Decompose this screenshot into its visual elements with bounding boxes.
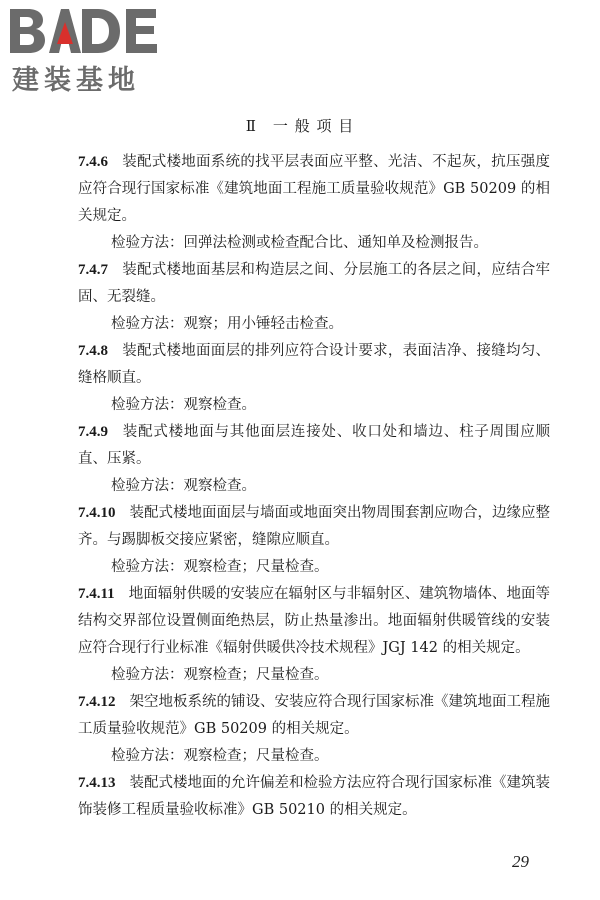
clause-7-4-10 [78, 500, 550, 554]
clause-7-4-11 [78, 581, 550, 662]
clause-7-4-12 [78, 689, 550, 743]
clause-number: 7.4.6 [78, 154, 108, 170]
clause-7-4-8 [78, 338, 550, 392]
inspection-method: 检验方法：观察；用小锤轻击检查。 [111, 316, 343, 332]
clause-7-4-6 [78, 149, 550, 230]
clause-7-4-13 [78, 770, 550, 824]
inspection-method: 检验方法：观察检查；尺量检查。 [111, 559, 329, 575]
page-number: 29 [512, 852, 529, 871]
clause-7-4-9 [78, 419, 550, 473]
inspection-method: 检验方法：观察检查。 [111, 397, 256, 413]
clause-text: 架空地板系统的铺设、安装应符合现行国家标准《建筑地面工程施工质量验收规范》GB 50209 的相关规定。 [78, 694, 550, 737]
clause-text: 装配式楼地面的允许偏差和检验方法应符合现行国家标准《建筑装饰装修工程质量验收标准》GB 50210 的相关规定。 [78, 775, 550, 818]
clause-text: 装配式楼地面面层的排列应符合设计要求，表面洁净、接缝均匀、缝格顺直。 [78, 343, 550, 386]
clause-number: 7.4.13 [78, 775, 116, 791]
clause-text: 装配式楼地面面层与墙面或地面突出物周围套割应吻合，边缘应整齐。与踢脚板交接应紧密，缝隙应顺直。 [78, 505, 550, 548]
inspection-method: 检验方法：观察检查；尺量检查。 [111, 667, 329, 683]
clause-7-4-7 [78, 257, 550, 311]
inspection-method: 检验方法：回弹法检测或检查配合比、通知单及检测报告。 [111, 235, 488, 251]
inspection-method: 检验方法：观察检查；尺量检查。 [111, 748, 329, 764]
clause-text: 地面辐射供暖的安装应在辐射区与非辐射区、建筑物墙体、地面等结构交界部位设置侧面绝热层，防止热量渗出。地面辐射供暖管线的安装应符合现行行业标准《辐射供暖供冷技术规程》JGJ 142 的相关规定。 [78, 586, 550, 656]
clause-number: 7.4.8 [78, 343, 108, 359]
clause-number: 7.4.10 [78, 505, 116, 521]
clause-number: 7.4.12 [78, 694, 116, 710]
brand-logo [8, 6, 178, 97]
clause-list [78, 149, 550, 824]
clause-number: 7.4.11 [78, 586, 115, 602]
logo-subtitle: 建装基地 [12, 65, 140, 96]
section-heading: Ⅱ 一 般 项 目 [245, 117, 355, 135]
inspection-method: 检验方法：观察检查。 [111, 478, 256, 494]
clause-number: 7.4.9 [78, 424, 108, 440]
bade-logo-mark [8, 6, 176, 56]
clause-text: 装配式楼地面与其他面层连接处、收口处和墙边、柱子周围应顺直、压紧。 [78, 424, 550, 467]
clause-number: 7.4.7 [78, 262, 108, 278]
clause-text: 装配式楼地面系统的找平层表面应平整、光洁、不起灰，抗压强度应符合现行国家标准《建筑地面工程施工质量验收规范》GB 50209 的相关规定。 [78, 154, 550, 224]
clause-text: 装配式楼地面基层和构造层之间、分层施工的各层之间，应结合牢固、无裂缝。 [78, 262, 550, 305]
